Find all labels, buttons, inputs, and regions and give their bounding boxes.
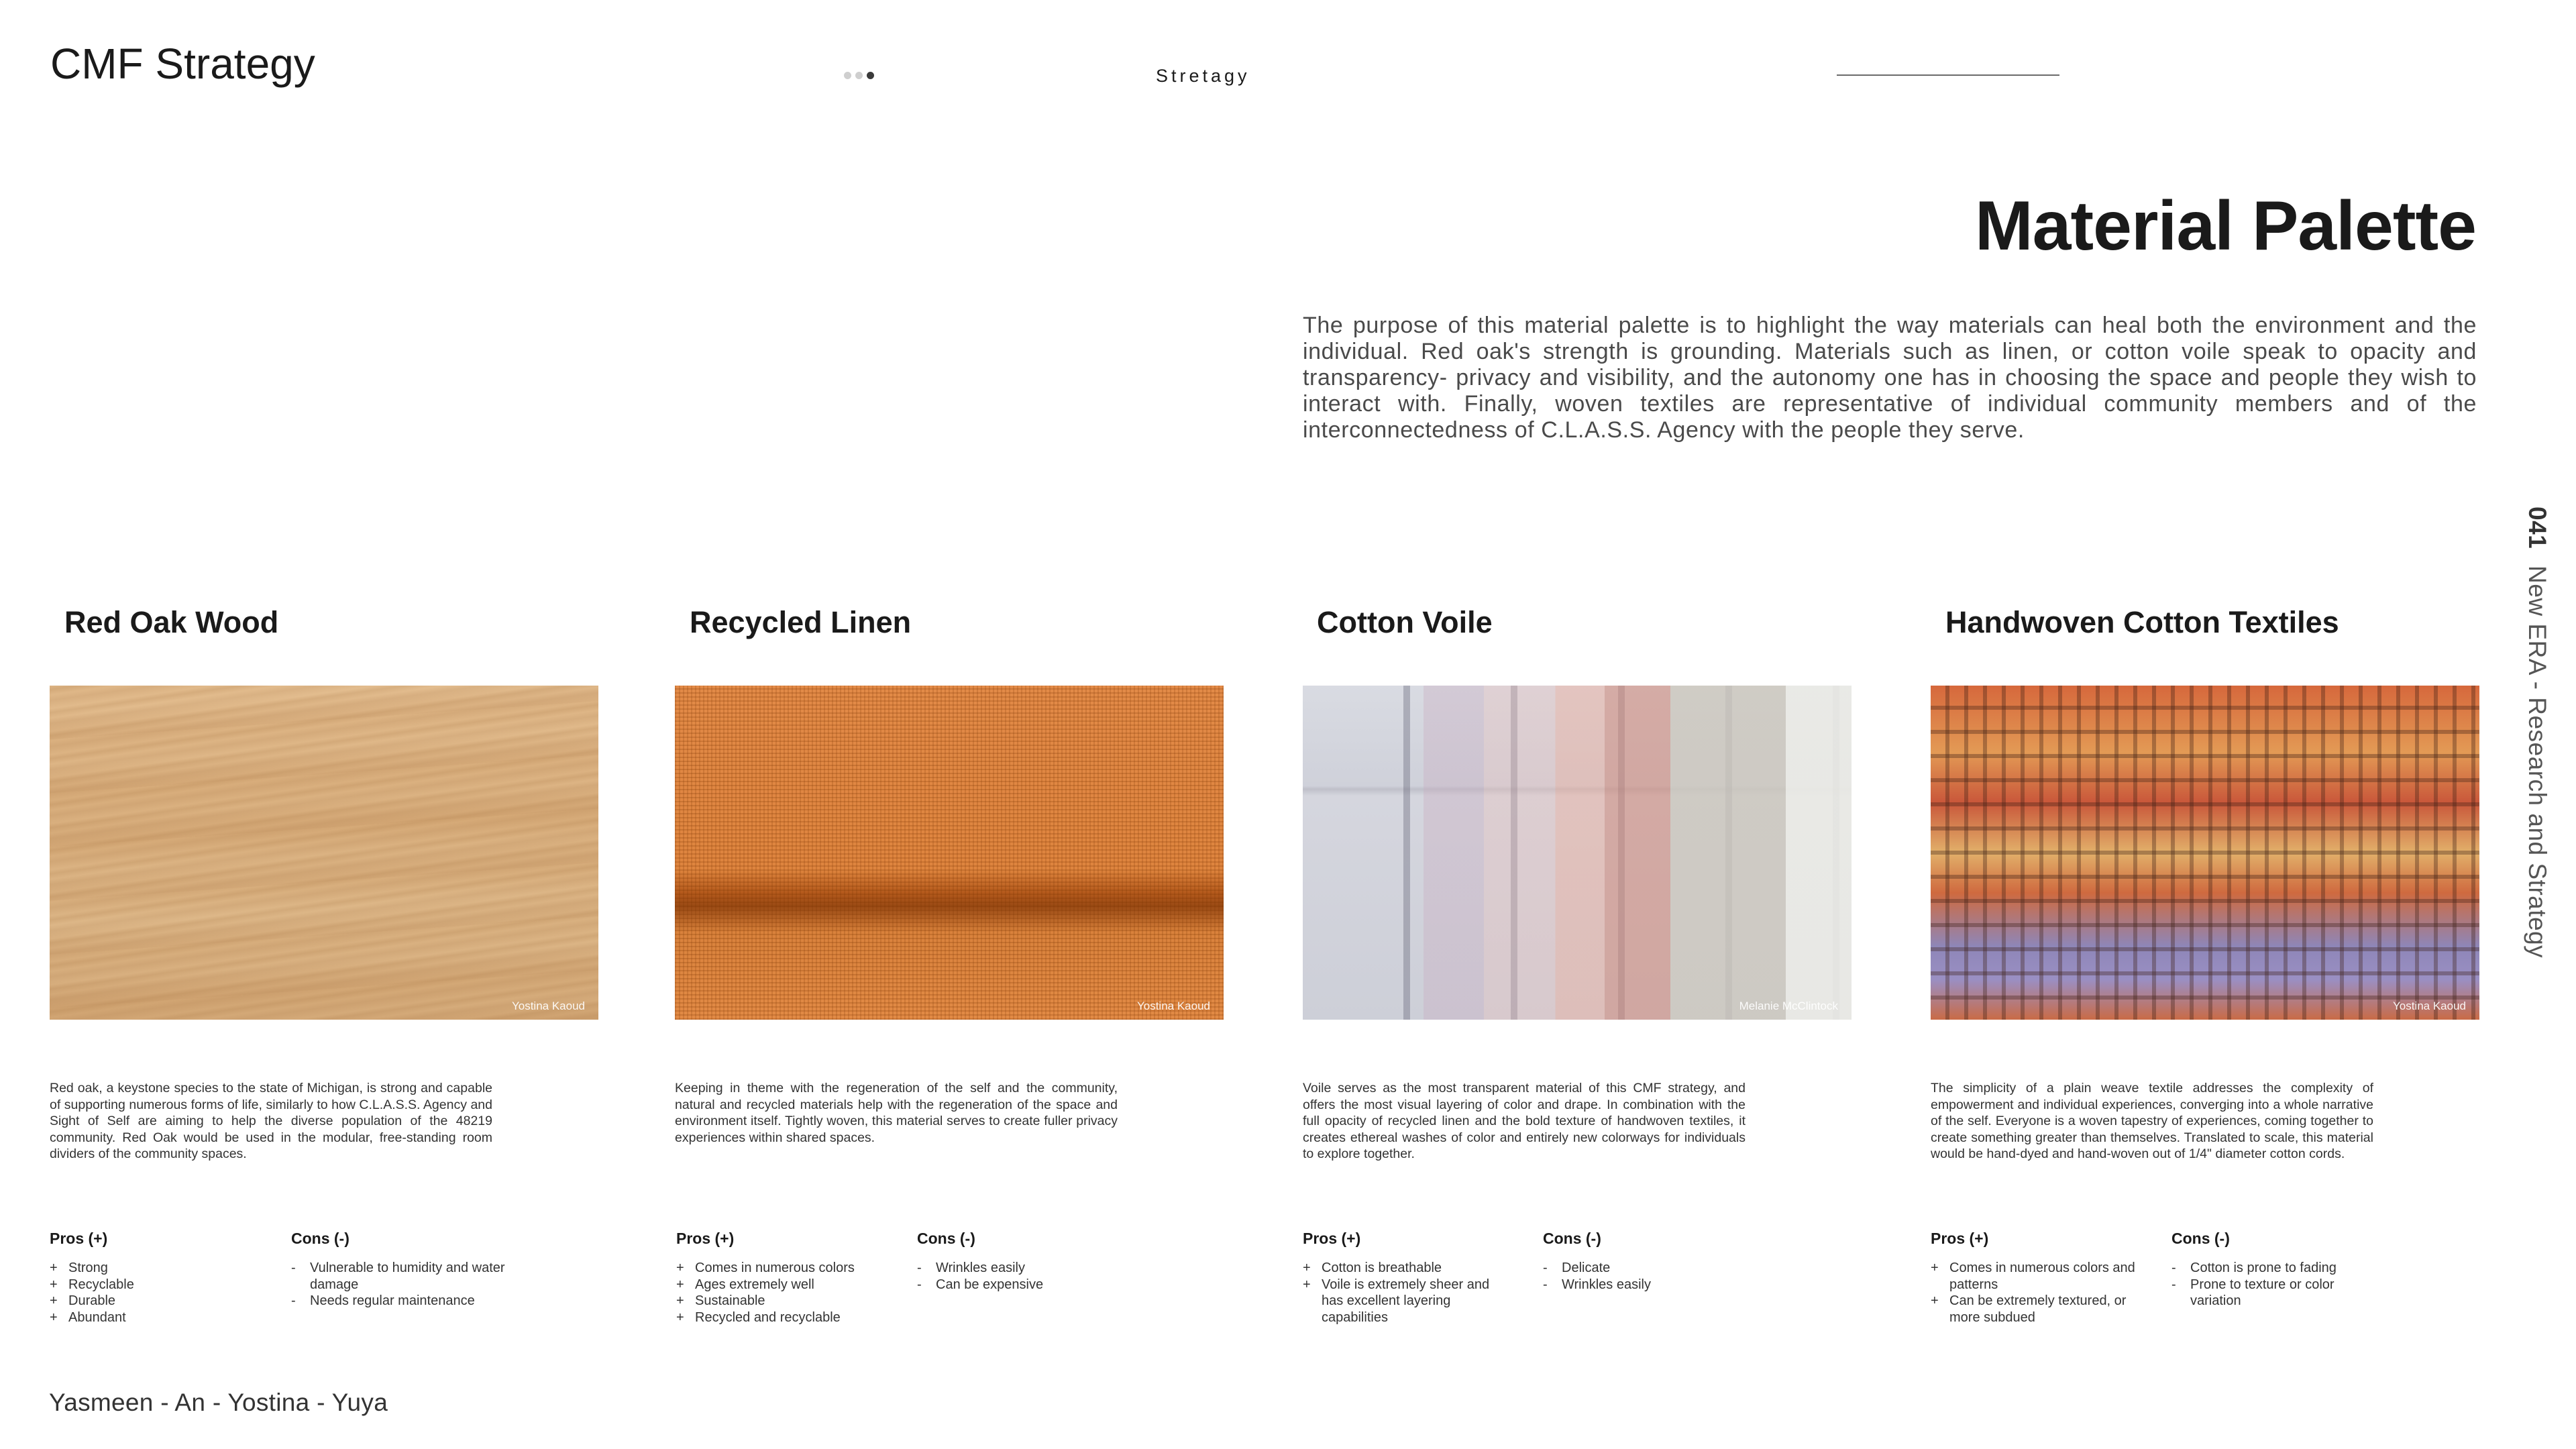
list-item: - Cotton is prone to fading (2171, 1260, 2337, 1275)
cons-heading: Cons (-) (917, 1230, 975, 1247)
list-item: + Ages extremely well (676, 1277, 814, 1292)
material-description: Red oak, a keystone species to the state of Michigan, is strong and capable of supporting numerous forms of life, similarly to how C.L.A.S.S. Agency and Sight of Self are aiming to help the diverse population of the 48219 community. Red Oak would be used in the modular, free-standing room dividers of the community spaces. (50, 1081, 492, 1161)
material-image (1303, 686, 1851, 1020)
material-description: The simplicity of a plain weave textile addresses the complexity of empowerment and individual experiences, converging into a whole narrative of the self. Everyone is a woven tapestry of experiences, coming together to create something greater than themselves. Translated to scale, this material would be hand-dyed and hand-woven out of 1/4" diameter cotton cords. (1931, 1081, 2373, 1161)
cons-list (917, 1260, 1132, 1293)
material-image (1931, 686, 2479, 1020)
section-label: Stretagy (1156, 66, 1250, 86)
pros-heading: Pros (+) (1931, 1230, 1989, 1247)
side-label (2523, 506, 2551, 958)
progress-dots (844, 72, 874, 79)
list-item: + Sustainable (676, 1293, 765, 1308)
list-item: + Voile is extremely sheer and has excellent layering capabilities (1303, 1277, 1490, 1325)
list-item: + Recycled and recyclable (676, 1309, 841, 1325)
material-description: Voile serves as the most transparent material of this CMF strategy, and offers the most visual layering of color and drape. In combination with the full opacity of recycled linen and the bold texture of handwoven textiles, it creates ethereal washes of color and entirely new colorways for individuals to explore together. (1303, 1081, 1746, 1161)
list-item: + Strong (50, 1260, 108, 1275)
list-item: - Prone to texture or color variation (2171, 1277, 2334, 1308)
material-title: Cotton Voile (1317, 605, 1493, 639)
material-title: Recycled Linen (690, 605, 912, 639)
cons-list (2171, 1260, 2373, 1309)
cons-list (1543, 1260, 1758, 1293)
page-number: 041 (2524, 506, 2551, 549)
progress-dot (855, 72, 863, 79)
cons-heading: Cons (-) (1543, 1230, 1601, 1247)
authors-credit: Yasmeen - An - Yostina - Yuya (49, 1389, 388, 1416)
material-image (50, 686, 598, 1020)
list-item: - Wrinkles easily (917, 1260, 1025, 1275)
image-credit: Melanie McClintock (1739, 1000, 1838, 1012)
pros-list (1303, 1260, 1504, 1326)
image-credit: Yostina Kaoud (1136, 1000, 1210, 1012)
list-item: - Delicate (1543, 1260, 1611, 1275)
pros-heading: Pros (+) (50, 1230, 108, 1247)
side-label-text: New ERA - Research and Strategy (2524, 566, 2551, 959)
list-item: + Recyclable (50, 1277, 134, 1292)
list-item: + Durable (50, 1293, 116, 1308)
list-item: - Needs regular maintenance (291, 1293, 475, 1308)
list-item: + Can be extremely textured, or more subdued (1931, 1293, 2127, 1325)
pros-heading: Pros (+) (676, 1230, 735, 1247)
image-credit: Yostina Kaoud (511, 1000, 585, 1012)
material-description: Keeping in theme with the regeneration of the self and the community, natural and recycled materials help with the regeneration of the space and environment itself. Tightly woven, this material serves to create fuller privacy experiences within shared spaces. (675, 1081, 1118, 1145)
pros-heading: Pros (+) (1303, 1230, 1361, 1247)
material-title: Handwoven Cotton Textiles (1945, 605, 2339, 639)
cons-list (291, 1260, 506, 1309)
image-credit: Yostina Kaoud (2392, 1000, 2466, 1012)
pros-list (1931, 1260, 2145, 1326)
list-item: + Comes in numerous colors and patterns (1931, 1260, 2135, 1292)
cons-heading: Cons (-) (2171, 1230, 2230, 1247)
cons-heading: Cons (-) (291, 1230, 350, 1247)
list-item: - Vulnerable to humidity and water damage (291, 1260, 505, 1292)
material-title: Red Oak Wood (64, 605, 279, 639)
material-image (675, 686, 1224, 1020)
list-item: - Wrinkles easily (1543, 1277, 1651, 1292)
page-title: Material Palette (1975, 187, 2476, 265)
list-item: + Cotton is breathable (1303, 1260, 1442, 1275)
brand-title: CMF Strategy (50, 40, 315, 88)
progress-dot (844, 72, 851, 79)
progress-dot-active (867, 72, 874, 79)
list-item: + Abundant (50, 1309, 126, 1325)
header-divider (1837, 74, 2059, 76)
list-item: - Can be expensive (917, 1277, 1044, 1292)
pros-list (676, 1260, 891, 1326)
list-item: + Comes in numerous colors (676, 1260, 855, 1275)
intro-paragraph: The purpose of this material palette is to highlight the way materials can heal both the environment and the individual. Red oak's strength is grounding. Materials such as linen, or cotton voile speak to opacity and transparency- privacy and visibility, and the autonomy one has in choosing the space and people they wish to interact with. Finally, woven textiles are representative of individual community members and of the interconnectedness of C.L.A.S.S. Agency with the people they serve. (1303, 313, 2477, 443)
pros-list (50, 1260, 264, 1326)
